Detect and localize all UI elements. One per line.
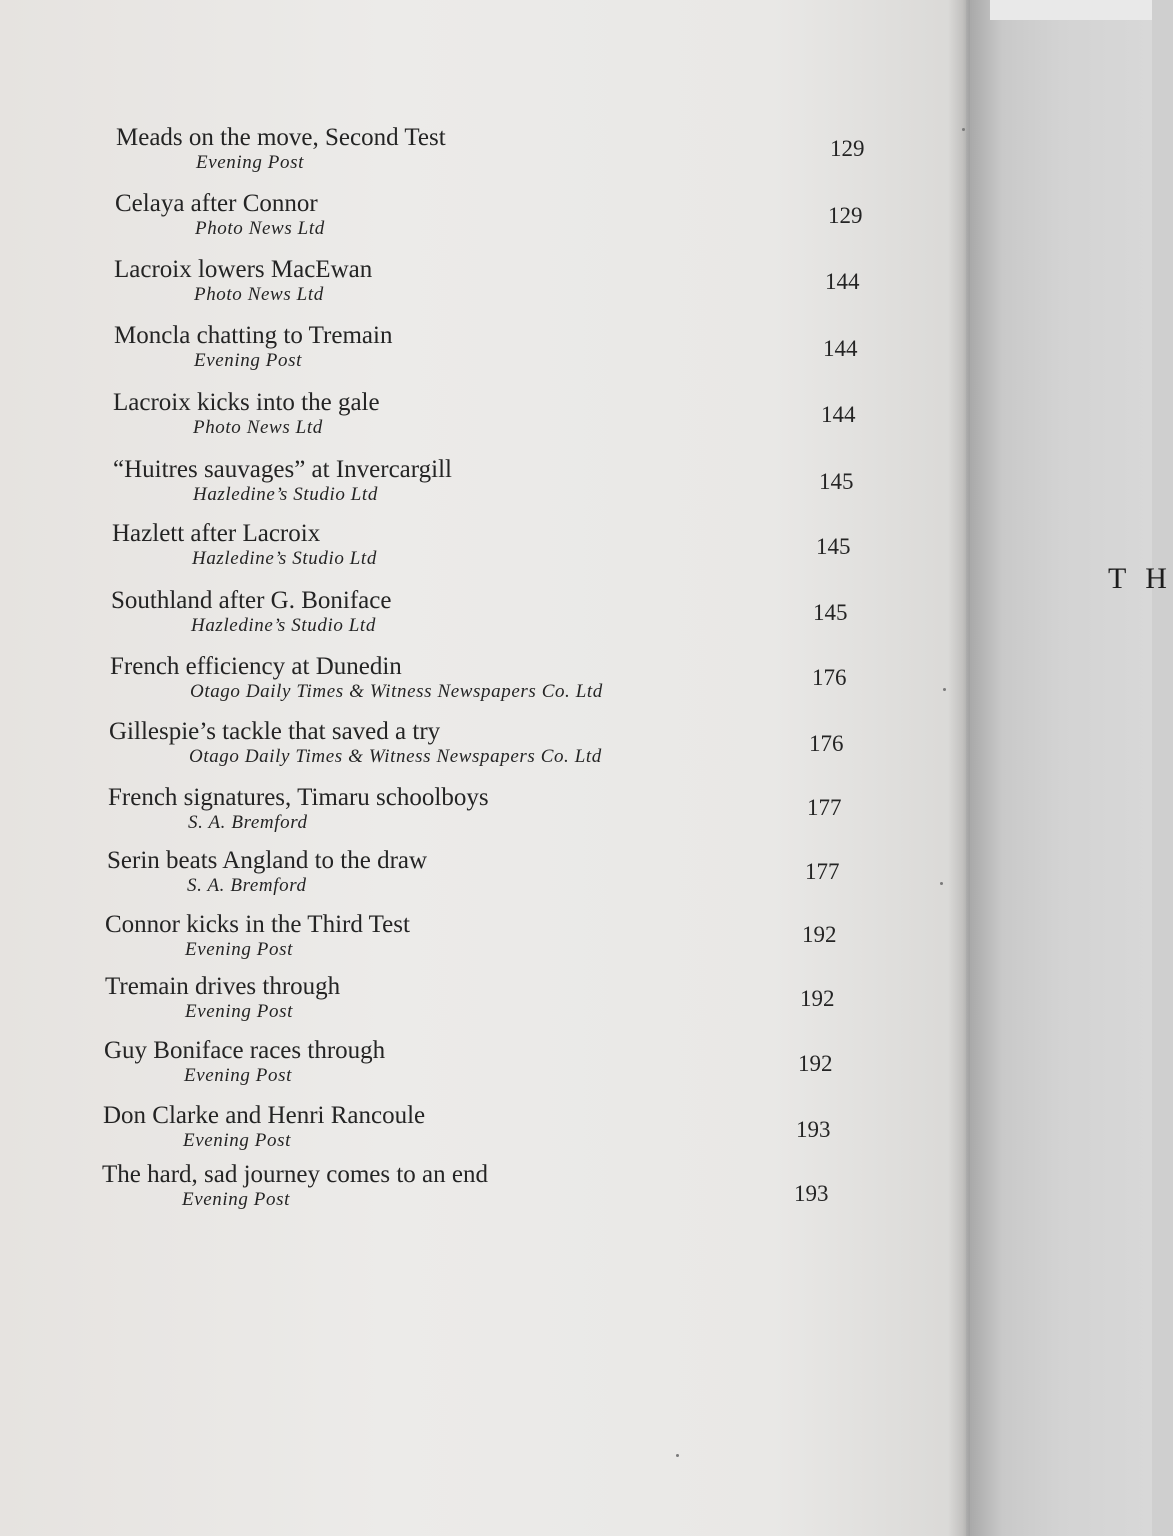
entry-page-number: 176 — [812, 665, 847, 690]
entry-title: “Huitres sauvages” at Invercargill — [113, 456, 452, 483]
entry-page-number: 192 — [800, 986, 835, 1011]
entry-title: Lacroix kicks into the gale — [113, 389, 380, 416]
entry-title: Gillespie’s tackle that saved a try — [109, 718, 441, 745]
list-item — [102, 1161, 882, 1221]
list-item — [112, 520, 892, 580]
list-item — [114, 322, 894, 382]
entry-title: Celaya after Connor — [115, 190, 318, 217]
entry-title: Hazlett after Lacroix — [112, 520, 321, 547]
entry-credit: Photo News Ltd — [195, 218, 325, 239]
entry-page-number: 177 — [805, 859, 840, 884]
list-item — [109, 718, 889, 778]
entry-page-number: 129 — [828, 203, 863, 228]
list-item — [105, 973, 885, 1033]
entry-page-number: 192 — [802, 922, 837, 947]
entry-credit: Evening Post — [184, 1065, 292, 1086]
entry-title: Connor kicks in the Third Test — [105, 911, 410, 938]
entry-title: Southland after G. Boniface — [111, 587, 392, 614]
entry-credit: Hazledine’s Studio Ltd — [193, 484, 378, 505]
entry-title: Meads on the move, Second Test — [116, 124, 446, 151]
entry-page-number: 129 — [830, 136, 865, 161]
entry-credit: Hazledine’s Studio Ltd — [192, 548, 377, 569]
entry-title: Moncla chatting to Tremain — [114, 322, 393, 349]
entry-credit: Otago Daily Times & Witness Newspapers Co. Ltd — [189, 746, 602, 767]
entry-title: Tremain drives through — [105, 973, 341, 1000]
list-item — [114, 256, 894, 316]
entry-credit: Photo News Ltd — [194, 284, 324, 305]
entry-title: Don Clarke and Henri Rancoule — [103, 1102, 426, 1129]
entry-page-number: 176 — [809, 731, 844, 756]
entry-page-number: 144 — [821, 402, 856, 427]
entry-page-number: 144 — [823, 336, 858, 361]
list-item — [113, 456, 893, 516]
entry-page-number: 193 — [796, 1117, 831, 1142]
entry-page-number: 145 — [813, 600, 848, 625]
facing-page-heading: T H — [1108, 562, 1173, 595]
list-item — [116, 124, 896, 184]
entry-title: Serin beats Angland to the draw — [107, 847, 428, 874]
entry-credit: Photo News Ltd — [193, 417, 323, 438]
list-item — [104, 1037, 884, 1097]
list-item — [115, 190, 895, 250]
entry-credit: Evening Post — [196, 152, 304, 173]
right-page-top-edge — [990, 0, 1152, 20]
page-speck — [962, 128, 965, 131]
entry-page-number: 193 — [794, 1181, 829, 1206]
entry-credit: Evening Post — [185, 1001, 293, 1022]
entry-page-number: 177 — [807, 795, 842, 820]
entry-credit: Evening Post — [185, 939, 293, 960]
entry-page-number: 144 — [825, 269, 860, 294]
entry-credit: Evening Post — [194, 350, 302, 371]
list-item — [105, 911, 885, 971]
list-item — [111, 587, 891, 647]
list-item — [107, 847, 887, 907]
entry-title: The hard, sad journey comes to an end — [102, 1161, 488, 1188]
entry-credit: Hazledine’s Studio Ltd — [191, 615, 376, 636]
entry-title: French efficiency at Dunedin — [110, 653, 402, 680]
entry-page-number: 192 — [798, 1051, 833, 1076]
entry-credit: S. A. Bremford — [188, 812, 308, 833]
entry-title: French signatures, Timaru schoolboys — [108, 784, 489, 811]
entry-credit: Otago Daily Times & Witness Newspapers Co. Ltd — [190, 681, 603, 702]
list-item — [110, 653, 890, 713]
entry-credit: S. A. Bremford — [187, 875, 307, 896]
entry-title: Lacroix lowers MacEwan — [114, 256, 373, 283]
list-item — [113, 389, 893, 449]
list-item — [108, 784, 888, 844]
entry-credit: Evening Post — [183, 1130, 291, 1151]
entry-page-number: 145 — [816, 534, 851, 559]
entry-title: Guy Boniface races through — [104, 1037, 386, 1064]
right-page — [970, 0, 1152, 1536]
entry-credit: Evening Post — [182, 1189, 290, 1210]
list-item — [103, 1102, 883, 1162]
entry-page-number: 145 — [819, 469, 854, 494]
